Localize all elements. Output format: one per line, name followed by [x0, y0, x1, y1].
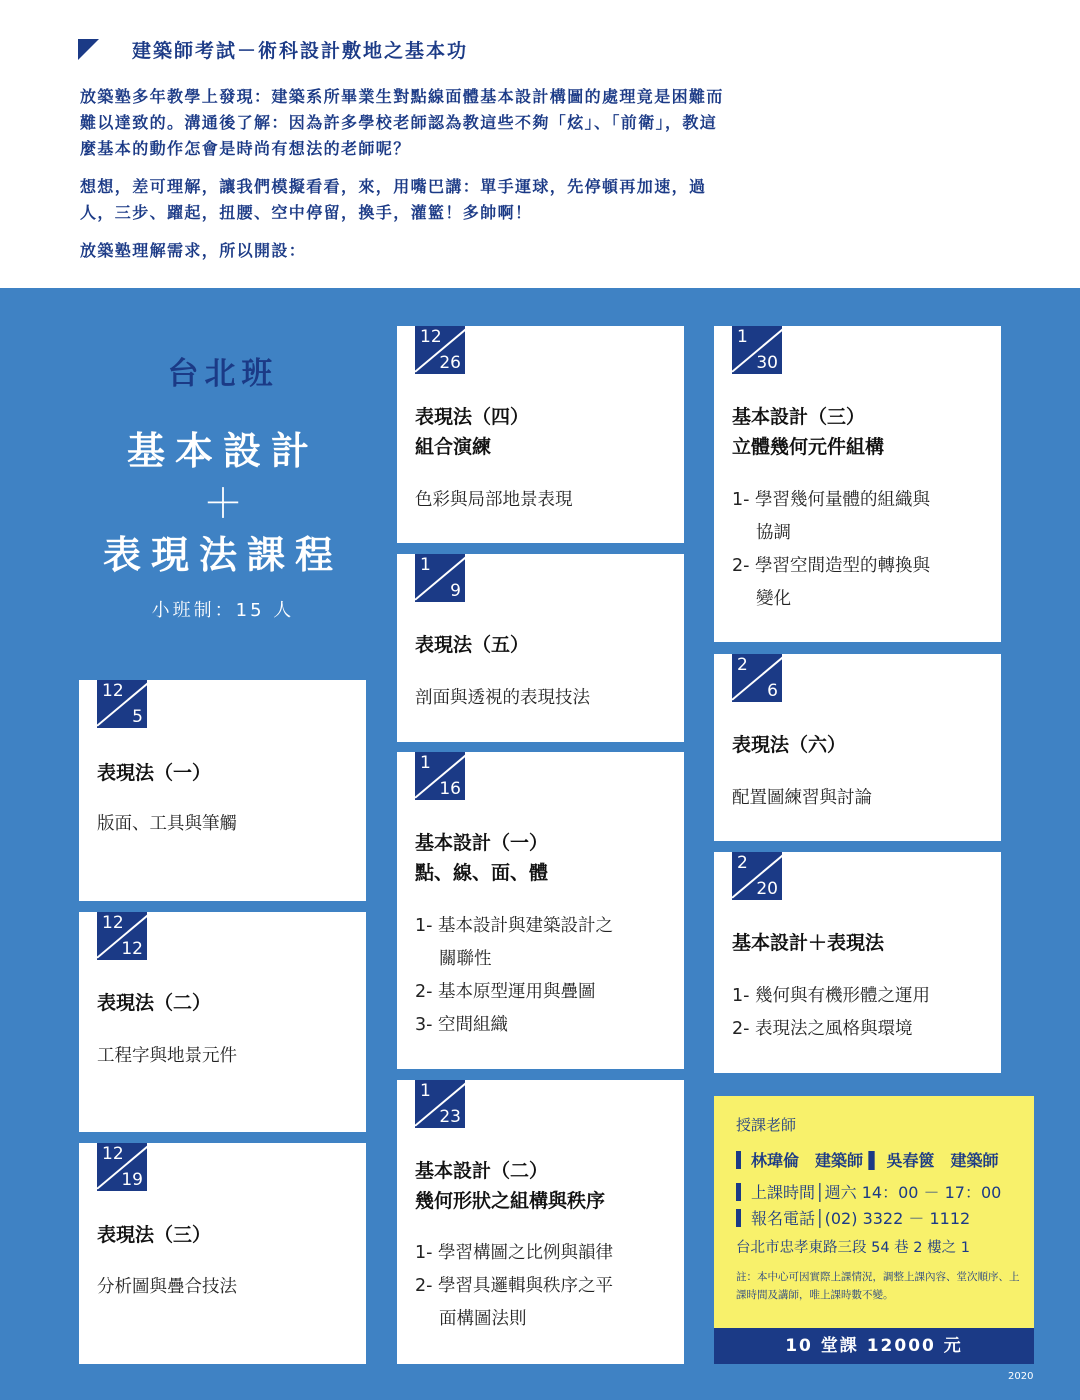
date-month: 1 — [737, 327, 748, 347]
lesson-title: 表現法（五） — [415, 634, 530, 656]
lesson-title: 表現法（二） — [97, 992, 212, 1014]
date-badge — [732, 852, 782, 900]
date-day: 5 — [132, 707, 143, 727]
lesson-card — [714, 654, 1001, 841]
date-badge — [97, 912, 147, 960]
date-day: 19 — [121, 1170, 143, 1190]
lesson-subtitle: 工程字與地景元件 — [97, 1046, 237, 1066]
class-size: 小班制：15 人 — [151, 600, 295, 621]
date-badge — [415, 554, 465, 602]
date-month: 1 — [420, 753, 431, 773]
date-badge — [732, 654, 782, 702]
lesson-title: 基本設計（三） — [732, 406, 866, 428]
date-month: 1 — [420, 555, 431, 575]
year-label: 2020 — [1008, 1371, 1034, 1382]
date-day: 9 — [450, 581, 461, 601]
lesson-title: 表現法（一） — [97, 762, 212, 784]
list-item: 1- 幾何與有機形體之運用 — [732, 986, 931, 1006]
date-month: 1 — [420, 1081, 431, 1101]
list-item: 1- 基本設計與建築設計之 — [415, 916, 614, 936]
date-month: 12 — [102, 681, 124, 701]
lesson-subtitle: 色彩與局部地景表現 — [415, 490, 573, 510]
lesson-title: 表現法（四） — [415, 406, 530, 428]
lesson-title: 表現法（六） — [732, 734, 847, 756]
intro-section — [0, 0, 1080, 288]
date-month: 2 — [737, 655, 748, 675]
course-title-line-2: 表現法課程 — [102, 532, 343, 577]
list-item: 2- 學習空間造型的轉換與 — [732, 556, 931, 576]
list-item: 面構圖法則 — [439, 1309, 527, 1329]
list-item: 2- 學習具邏輯與秩序之平 — [415, 1276, 614, 1296]
list-item: 1- 學習構圖之比例與韻律 — [415, 1243, 614, 1263]
list-item: 變化 — [756, 589, 791, 609]
lesson-title-line-2: 點、線、面、體 — [415, 862, 549, 884]
date-badge — [732, 326, 782, 374]
lesson-card — [397, 326, 684, 543]
address: 台北市忠孝東路三段 54 巷 2 樓之 1 — [736, 1240, 970, 1256]
lesson-card — [79, 1143, 366, 1364]
lesson-title-line-2: 組合演練 — [415, 436, 492, 458]
lesson-items — [415, 1237, 613, 1336]
bar-icon — [736, 1183, 741, 1201]
lesson-card — [714, 852, 1001, 1073]
enroll-phone — [736, 1206, 970, 1229]
date-badge — [97, 680, 147, 728]
date-day: 12 — [121, 939, 143, 959]
lesson-card — [714, 326, 1001, 642]
teacher-label: 授課老師 — [736, 1116, 797, 1134]
date-day: 16 — [439, 779, 461, 799]
price-banner: 10 堂課 12000 元 — [714, 1328, 1034, 1364]
date-month: 12 — [420, 327, 442, 347]
date-month: 12 — [102, 1144, 124, 1164]
lesson-title-line-2: 立體幾何元件組構 — [732, 436, 885, 458]
list-item: 3- 空間組織 — [415, 1015, 509, 1035]
class-time-text: 上課時間│週六 14：00 － 17：00 — [751, 1183, 1002, 1202]
date-day: 30 — [756, 353, 778, 373]
lesson-subtitle: 配置圖練習與討論 — [732, 788, 872, 808]
intro-paragraph-1: 放築塾多年教學上發現：建築系所畢業生對點線面體基本設計構圖的處理竟是困難而難以達致的。溝通後了解：因為許多學校老師認為教這些不夠「炫」、「前衛」，教這麼基本的動作怎會是時尚有想法的老師呢？ — [80, 87, 724, 158]
list-item: 關聯性 — [439, 949, 492, 969]
class-name: 台北班 — [167, 356, 279, 392]
class-time — [736, 1180, 1001, 1203]
lesson-card — [79, 912, 366, 1132]
lesson-title: 基本設計（一） — [415, 832, 549, 854]
bar-icon — [736, 1209, 741, 1227]
list-item: 2- 表現法之風格與環境 — [732, 1019, 913, 1039]
enroll-phone-text: 報名電話│(02) 3322 － 1112 — [751, 1209, 971, 1228]
lesson-card — [397, 1080, 684, 1364]
lesson-items — [732, 484, 930, 616]
lesson-subtitle: 剖面與透視的表現技法 — [415, 688, 590, 708]
lesson-card — [79, 680, 366, 901]
date-month: 12 — [102, 913, 124, 933]
list-item: 1- 學習幾何量體的組織與 — [732, 490, 931, 510]
lesson-card — [397, 752, 684, 1069]
lesson-title: 基本設計（二） — [415, 1160, 549, 1182]
triangle-bullet-icon — [78, 39, 99, 60]
lesson-items — [732, 980, 930, 1046]
lesson-subtitle: 分析圖與疊合技法 — [97, 1277, 237, 1297]
date-badge — [415, 326, 465, 374]
date-day: 26 — [439, 353, 461, 373]
list-item: 2- 基本原型運用與疊圖 — [415, 982, 596, 1002]
date-badge — [415, 1080, 465, 1128]
bar-icon — [736, 1151, 741, 1169]
date-badge — [97, 1143, 147, 1191]
date-day: 23 — [439, 1107, 461, 1127]
lesson-subtitle: 版面、工具與筆觸 — [97, 814, 237, 834]
date-month: 2 — [737, 853, 748, 873]
teacher-names-text: 林瑋倫 建築師 ▌ 吳春篋 建築師 — [751, 1151, 999, 1170]
course-title-line-1: 基本設計 — [126, 428, 319, 473]
lesson-title: 表現法（三） — [97, 1224, 212, 1246]
intro-paragraph-3: 放築塾理解需求，所以開設： — [80, 241, 307, 260]
teacher-names — [736, 1148, 998, 1171]
course-info-box — [714, 1096, 1034, 1328]
lesson-title: 基本設計＋表現法 — [732, 932, 885, 954]
list-item: 協調 — [756, 523, 791, 543]
lesson-items — [415, 910, 613, 1042]
intro-paragraph-2: 想想，差可理解，讓我們模擬看看，來，用嘴巴講：單手運球，先停頓再加速，過人，三步、躍起，扭腰、空中停留，換手，灌籃！多帥啊！ — [80, 177, 707, 222]
date-day: 6 — [767, 681, 778, 701]
course-title-plus: ＋ — [203, 481, 243, 527]
page-title: 建築師考試－術科設計敷地之基本功 — [132, 40, 469, 62]
date-badge — [415, 752, 465, 800]
lesson-title-line-2: 幾何形狀之組構與秩序 — [415, 1190, 606, 1212]
lesson-card — [397, 554, 684, 742]
note: 註：本中心可因實際上課情況，調整上課內容、堂次順序、上課時間及講師，唯上課時數不變。 — [736, 1271, 1020, 1301]
date-day: 20 — [756, 879, 778, 899]
